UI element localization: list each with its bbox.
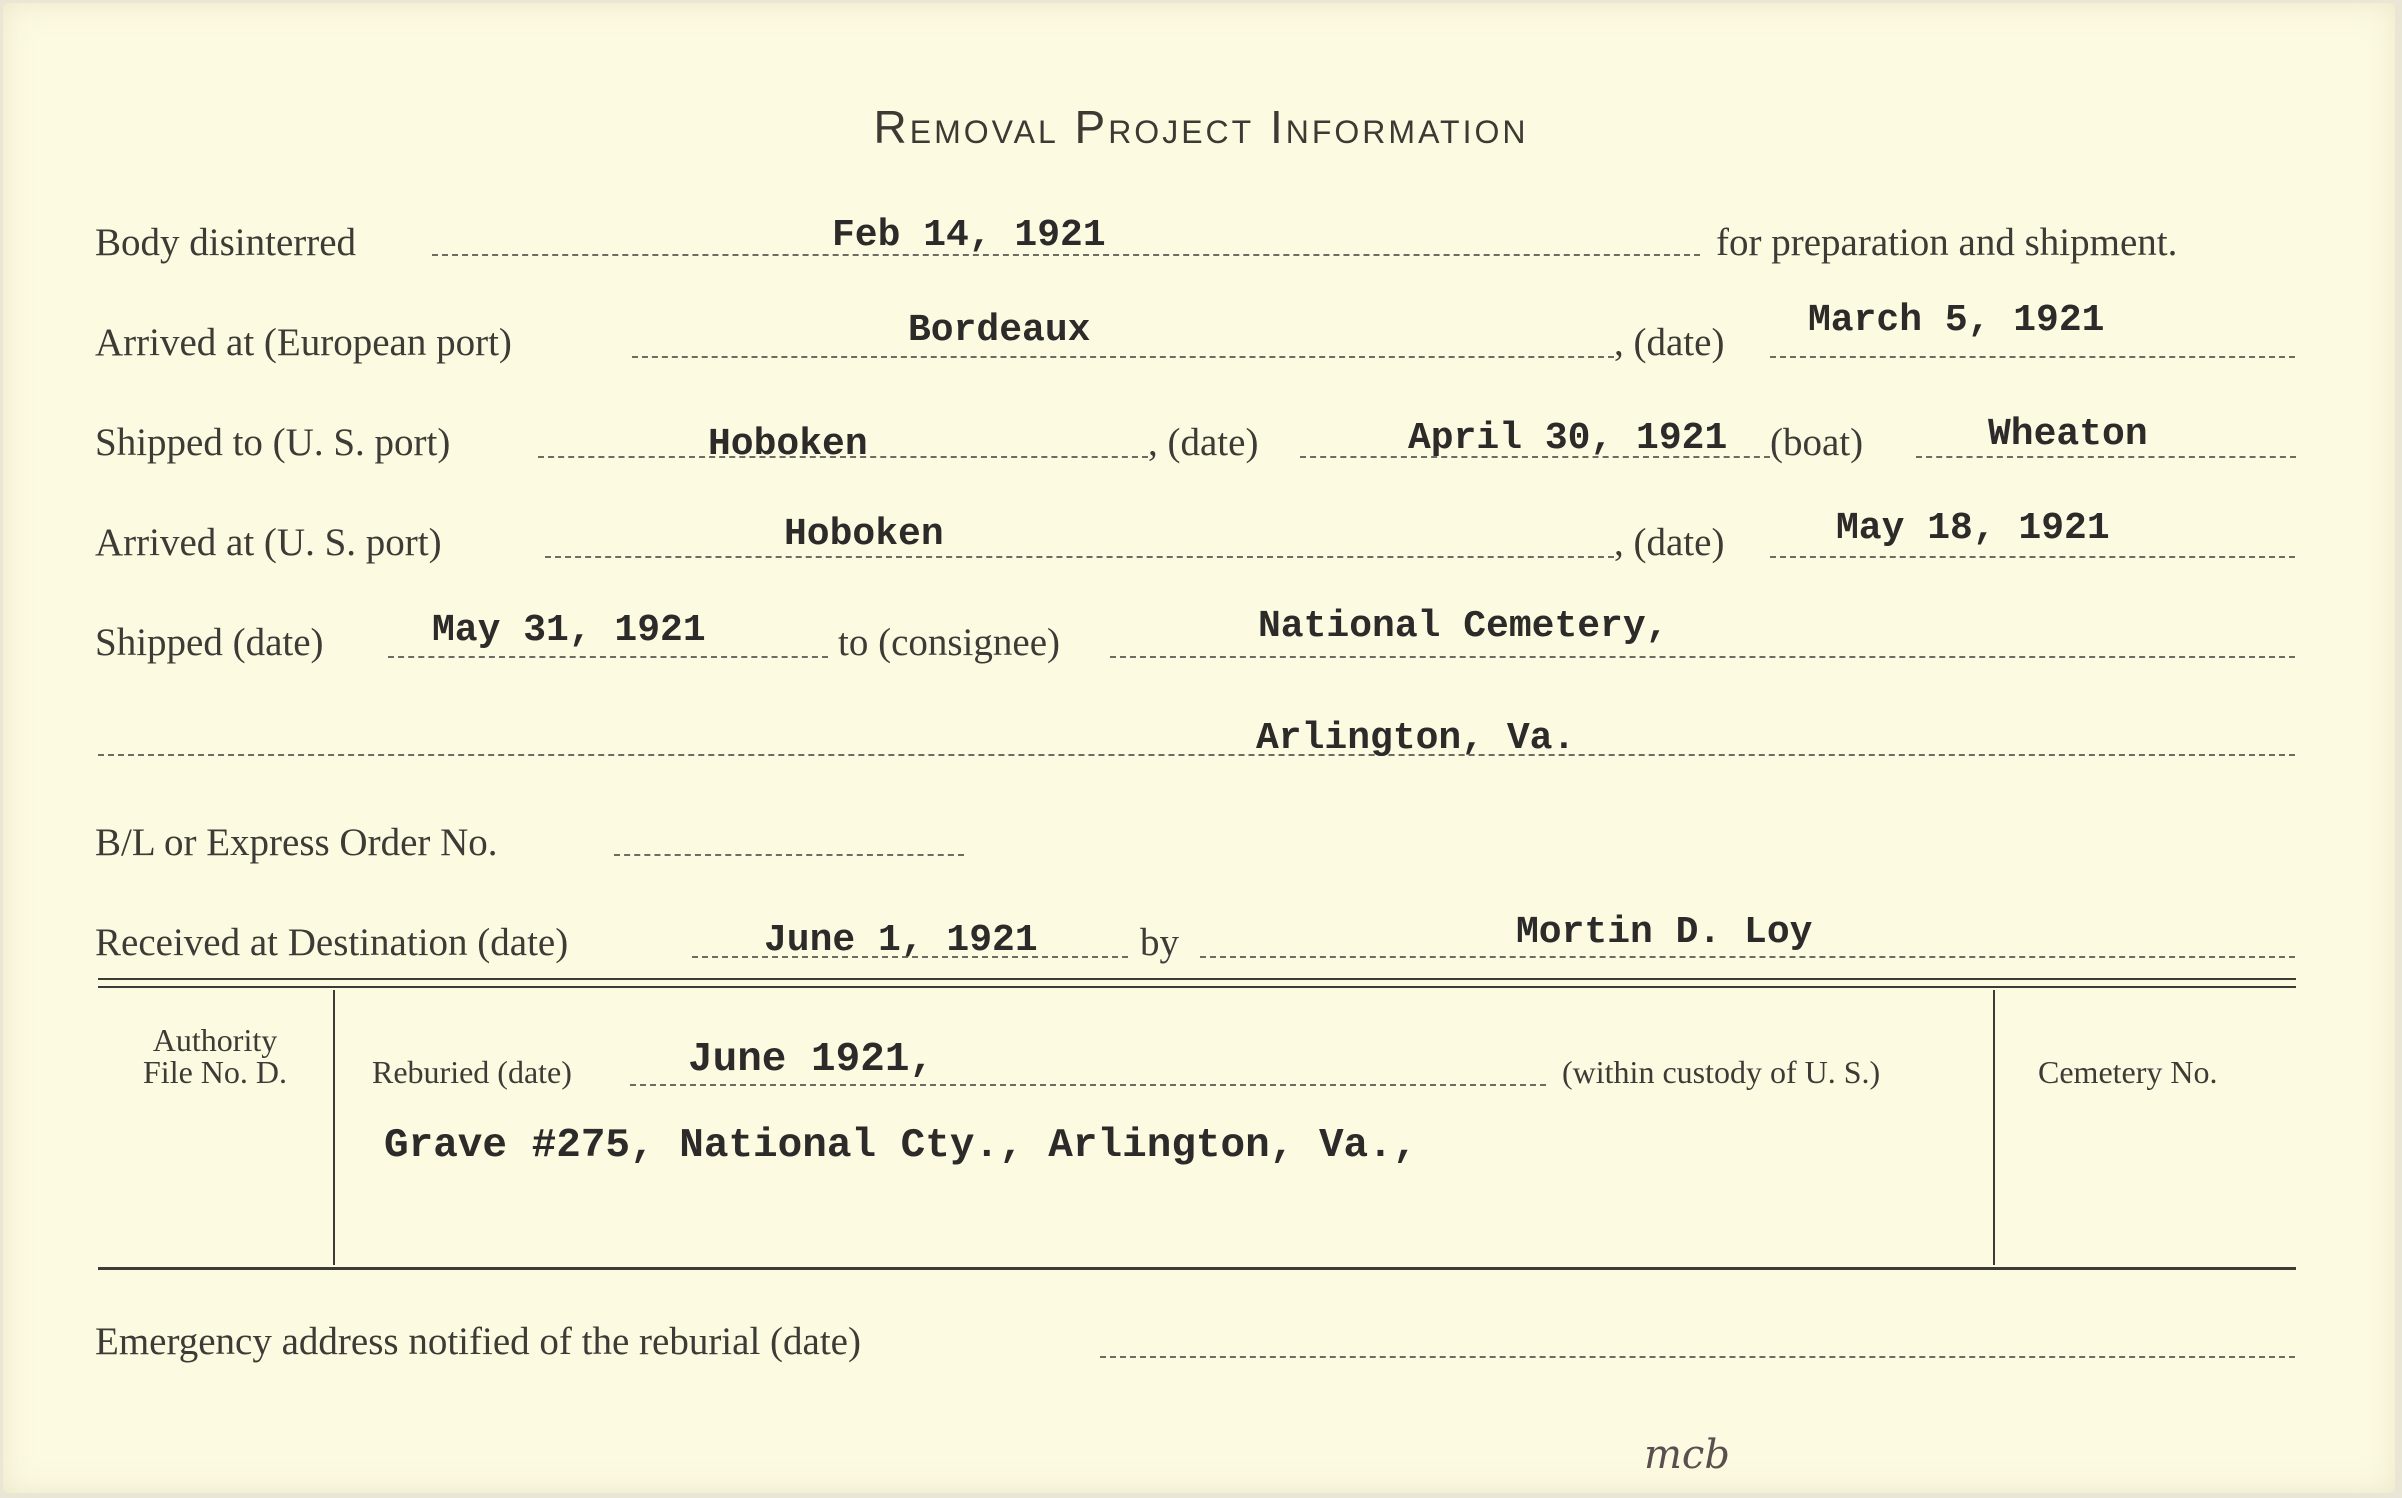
boat-value: Wheaton: [1988, 413, 2148, 456]
disinterred-date-value: Feb 14, 1921: [832, 214, 1106, 257]
box-bottom-rule: [98, 1267, 2296, 1270]
body-disinterred-label: Body disinterred: [95, 221, 357, 264]
shipped-to-us-label: Shipped to (U. S. port): [95, 421, 451, 464]
box-top-rule-1: [98, 978, 2296, 980]
grave-location-value: Grave #275, National Cty., Arlington, Va.,: [384, 1123, 1418, 1169]
for-preparation-label: for preparation and shipment.: [1716, 221, 2178, 264]
card-title: Removal Project Information: [873, 101, 1529, 153]
within-custody-label: (within custody of U. S.): [1562, 1054, 1881, 1090]
shipped-date-value: May 31, 1921: [432, 609, 706, 652]
consignee-value-2: Arlington, Va.: [1256, 717, 1576, 760]
consignee-value-1: National Cemetery,: [1258, 605, 1669, 648]
received-by-line: [1200, 956, 2295, 958]
consignee-line-2: [98, 754, 2295, 756]
european-port-value: Bordeaux: [908, 309, 1091, 352]
reburied-label: Reburied (date): [372, 1054, 572, 1090]
boat-line: [1916, 456, 2296, 458]
us-port-arrived-line: [545, 556, 1614, 558]
boat-label: (boat): [1770, 421, 1864, 464]
reburied-date-line: [630, 1084, 1546, 1086]
received-label: Received at Destination (date): [95, 921, 569, 964]
arrived-european-label: Arrived at (European port): [95, 321, 512, 364]
cemetery-no-label: Cemetery No.: [2038, 1054, 2218, 1090]
us-arrived-date-line: [1770, 556, 2295, 558]
european-date-line: [1770, 356, 2295, 358]
received-date-value: June 1, 1921: [764, 919, 1038, 962]
authority-label-1: Authority: [152, 1022, 278, 1058]
box-top-rule-2: [98, 986, 2296, 988]
reburied-date-value: June 1921,: [688, 1037, 935, 1083]
to-consignee-label: to (consignee): [838, 621, 1061, 664]
european-date-label: , (date): [1614, 321, 1725, 364]
us-arrived-date-value: May 18, 1921: [1836, 507, 2110, 550]
us-arrived-date-label: , (date): [1614, 521, 1725, 564]
shipped-date-line: [388, 656, 828, 658]
emergency-address-label: Emergency address notified of the reburial (date): [95, 1320, 861, 1363]
box-divider-left: [333, 990, 335, 1265]
emergency-date-line: [1100, 1356, 2295, 1358]
bl-order-label: B/L or Express Order No.: [95, 821, 498, 864]
european-port-line: [632, 356, 1614, 358]
box-divider-right: [1993, 990, 1995, 1265]
us-port-arrived-value: Hoboken: [784, 513, 944, 556]
arrived-us-label: Arrived at (U. S. port): [95, 521, 442, 564]
european-date-value: March 5, 1921: [1808, 299, 2105, 342]
shipped-date-label: Shipped (date): [95, 621, 324, 664]
us-shipped-date-value: April 30, 1921: [1408, 417, 1728, 460]
us-shipped-date-label: , (date): [1148, 421, 1259, 464]
clerk-initials: mcb: [1644, 1432, 1730, 1478]
authority-label-2: File No. D.: [143, 1054, 287, 1090]
consignee-line-1: [1110, 656, 2295, 658]
by-label: by: [1140, 921, 1179, 964]
received-by-value: Mortin D. Loy: [1516, 911, 1813, 954]
bl-order-line: [614, 854, 964, 856]
us-port-shipped-value: Hoboken: [708, 423, 868, 466]
